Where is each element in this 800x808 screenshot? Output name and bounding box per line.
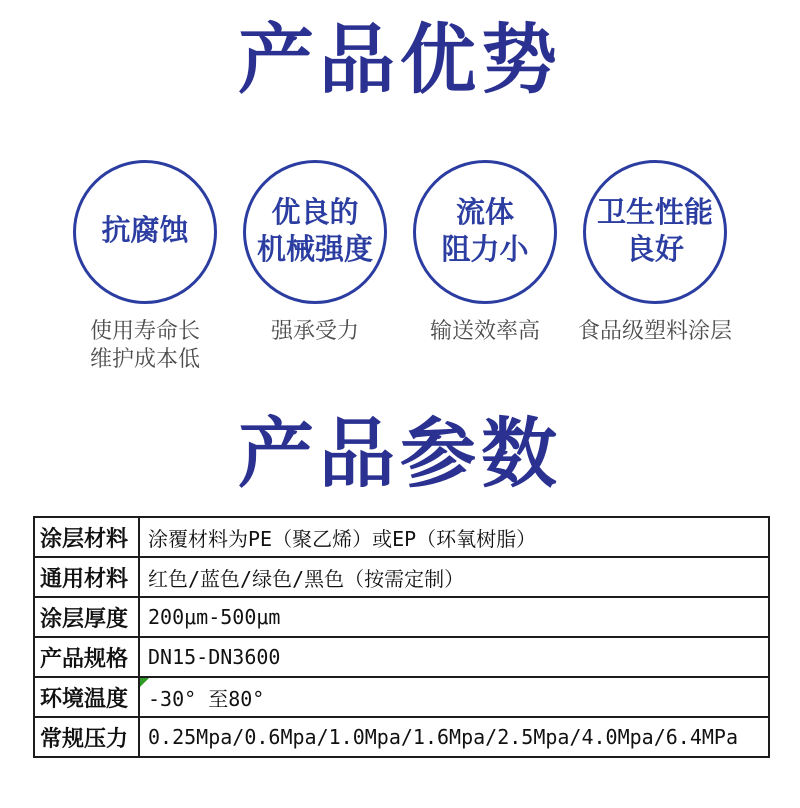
advantage-item-anticorrosion <box>60 160 230 374</box>
parameters-table <box>33 516 770 758</box>
advantage-caption <box>430 317 540 346</box>
table-row <box>34 677 769 717</box>
caption-line: 强承受力 <box>270 317 359 343</box>
param-label: 常规压力 <box>34 717 139 757</box>
caption-line: 使用寿命长 <box>89 317 200 343</box>
param-label: 通用材料 <box>34 557 139 597</box>
advantage-caption <box>271 317 359 346</box>
circle-line: 抗腐蚀 <box>101 215 189 248</box>
caption-line: 输送效率高 <box>429 317 540 343</box>
caption-line: 维护成本低 <box>89 346 200 372</box>
param-value: 200μm-500μm <box>148 605 281 630</box>
advantage-caption <box>578 317 732 346</box>
circle-line: 阻力小 <box>441 233 529 266</box>
param-value-cell <box>139 517 769 557</box>
advantage-circle <box>413 160 557 304</box>
advantage-circle-text <box>257 195 373 268</box>
table-row <box>34 637 769 677</box>
param-value-cell <box>139 717 769 757</box>
circle-line: 优良的 <box>271 197 359 230</box>
advantages-row <box>0 160 800 374</box>
param-value-cell <box>139 557 769 597</box>
cell-corner-marker-icon <box>140 678 149 687</box>
advantage-circle <box>243 160 387 304</box>
advantage-circle-text <box>101 213 188 249</box>
param-value-cell <box>139 637 769 677</box>
advantage-item-low-fluid-resistance <box>400 160 570 374</box>
param-value-cell <box>139 677 769 717</box>
circle-line: 良好 <box>625 233 684 266</box>
table-row <box>34 557 769 597</box>
param-label: 环境温度 <box>34 677 139 717</box>
param-value: 0.25Mpa/0.6Mpa/1.0Mpa/1.6Mpa/2.5Mpa/4.0Mpa/6.4MPa <box>148 725 739 750</box>
advantage-item-mechanical-strength <box>230 160 400 374</box>
circle-line: 流体 <box>455 197 514 230</box>
param-value: 涂覆材料为PE（聚乙烯）或EP（环氧树脂） <box>148 526 537 551</box>
advantages-title: 产品优势 <box>238 15 562 104</box>
param-label: 涂层厚度 <box>34 597 139 637</box>
param-value: -30° 至80° <box>148 686 265 711</box>
advantage-circle-text <box>597 195 713 268</box>
advantage-circle-text <box>441 195 528 268</box>
param-value: 红色/蓝色/绿色/黑色（按需定制） <box>148 566 465 591</box>
param-value-cell <box>139 597 769 637</box>
advantage-circle <box>583 160 727 304</box>
table-row <box>34 597 769 637</box>
table-row <box>34 517 769 557</box>
circle-line: 机械强度 <box>256 233 373 266</box>
advantage-caption <box>90 317 200 374</box>
advantage-item-hygienic <box>570 160 740 374</box>
circle-line: 卫生性能 <box>596 197 713 230</box>
param-label: 产品规格 <box>34 637 139 677</box>
advantage-circle <box>73 160 217 304</box>
param-value: DN15-DN3600 <box>148 645 281 670</box>
caption-line: 食品级塑料涂层 <box>577 317 732 343</box>
parameters-title: 产品参数 <box>238 408 562 498</box>
table-row <box>34 717 769 757</box>
param-label: 涂层材料 <box>34 517 139 557</box>
